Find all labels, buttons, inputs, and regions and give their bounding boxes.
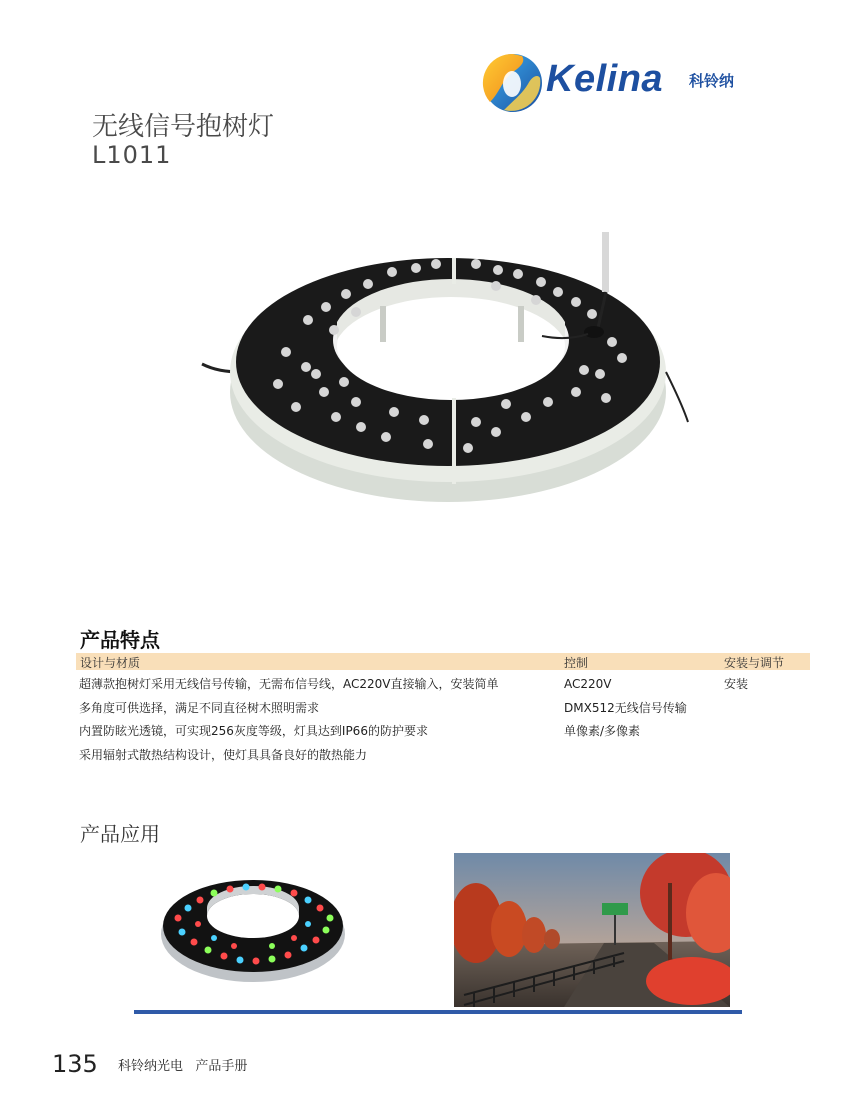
footer-divider [134,1010,742,1014]
list-item: AC220V [564,677,612,691]
list-item: 单像素/多像素 [564,724,641,738]
page-number: 135 [52,1050,98,1078]
footer-text: 科铃纳光电 产品手册 [118,1059,248,1074]
features-table-header [76,653,810,670]
product-hero-image [196,222,696,512]
list-item: 超薄款抱树灯采用无线信号传输，无需布信号线，AC220V直接输入，安装简单 [79,677,499,691]
list-item: DMX512无线信号传输 [564,700,687,715]
list-item: 内置防眩光透镜，可实现256灰度等级，灯具达到IP66的防护要求 [79,724,428,738]
brand-logo [482,52,752,114]
list-item: 采用辐射式散热结构设计，使灯具具备良好的散热能力 [79,747,368,762]
product-name: 无线信号抱树灯 [92,112,275,142]
column-header-design: 设计与材质 [80,656,141,670]
logo-emblem-icon [482,52,544,114]
product-lit-image [158,868,348,988]
logo-wordmark: Kelina [546,58,664,100]
product-model: L1011 [92,141,172,169]
control-list [564,673,687,744]
design-list [79,673,499,767]
application-photo [454,853,730,1007]
list-item: 多角度可供选择，满足不同直径树木照明需求 [79,700,320,715]
application-heading: 产品应用 [80,822,160,846]
features-heading: 产品特点 [80,628,160,652]
column-header-install: 安装与调节 [724,656,785,670]
logo-cn-text: 科铃纳 [689,72,735,90]
list-item: 安装 [724,677,749,691]
column-header-control: 控制 [564,656,589,670]
install-list [724,673,748,697]
